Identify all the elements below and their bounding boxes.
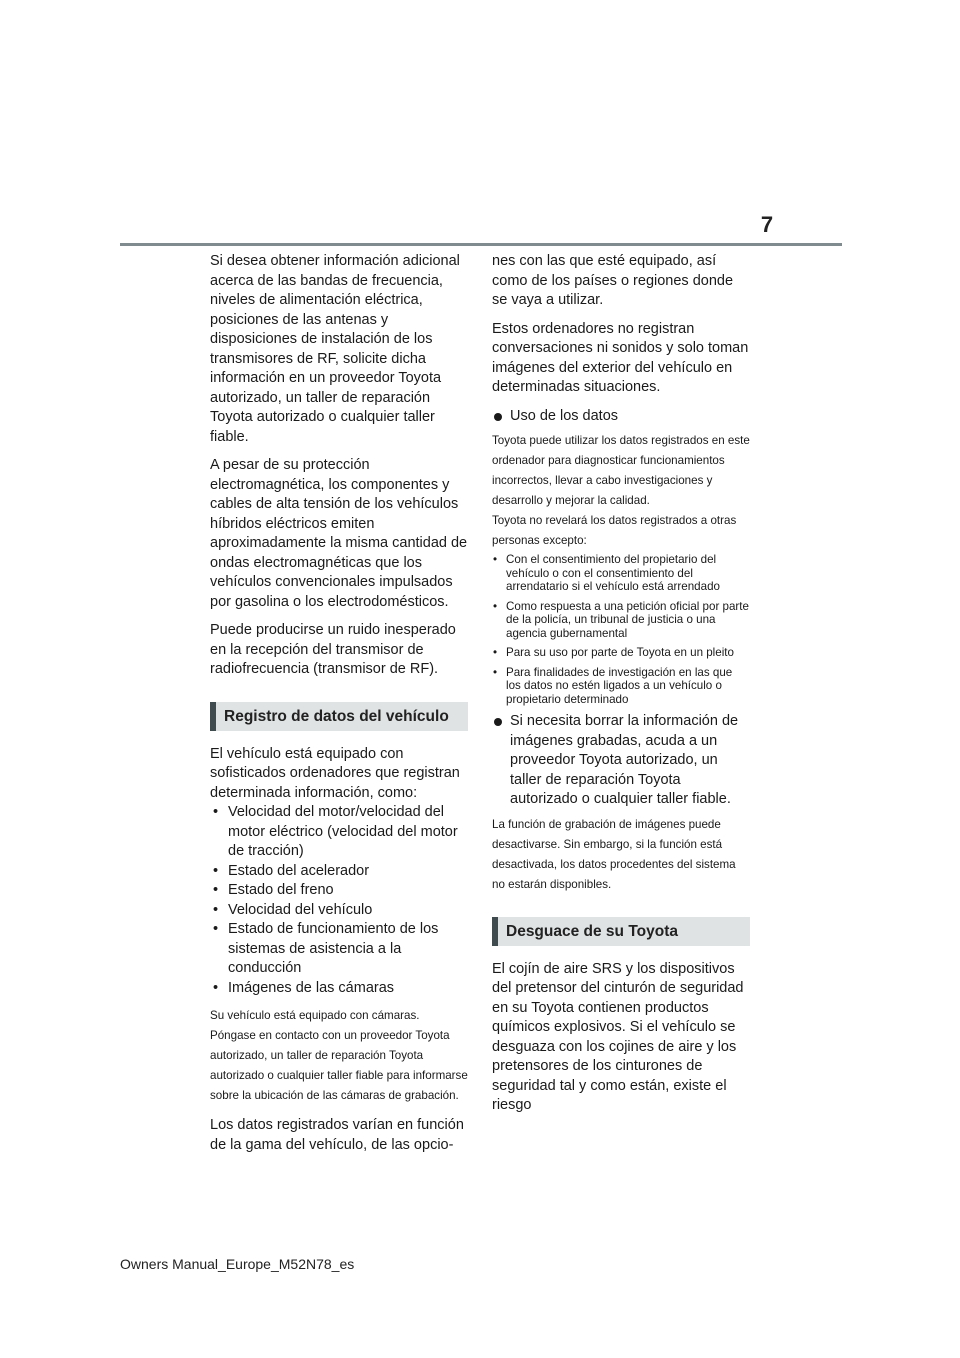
right-column — [492, 252, 750, 1125]
recorded-data-list — [210, 803, 468, 998]
left-column — [210, 252, 468, 1164]
list-item: • Para finalidades de investigación en las que los datos no estén ligados a un vehículo o propietario determinado — [492, 666, 750, 707]
header-rule — [120, 243, 842, 246]
small-paragraph: Toyota no revelará los datos registrados a otras personas excepto: — [492, 514, 737, 547]
disclosure-exceptions-list — [492, 553, 750, 706]
section-heading-vehicle-data: Registro de datos del vehículo — [210, 702, 468, 731]
small-paragraph: Toyota puede utilizar los datos registrados en este ordenador para diagnosticar funcionamientos incorrectos, llevar a cabo investigaciones y desarrollo y mejorar la calidad. — [492, 434, 750, 507]
list-item: • Velocidad del motor/velocidad del motor eléctrico (velocidad del motor de tracción) — [210, 803, 468, 862]
bullet-heading-data-use: Uso de los datos — [492, 407, 750, 427]
list-item: • Estado del acelerador — [210, 862, 468, 882]
list-item: • Estado de funcionamiento de los sistemas de asistencia a la conducción — [210, 920, 468, 979]
section-heading-scrapping: Desguace de su Toyota — [492, 917, 750, 946]
paragraph: Los datos registrados varían en función de la gama del vehículo, de las opcio- — [210, 1117, 464, 1153]
paragraph: Puede producirse un ruido inesperado en la recepción del transmisor de radiofrecuencia (transmisor de RF). — [210, 622, 456, 677]
list-item: • Velocidad del vehículo — [210, 901, 468, 921]
small-paragraph: La función de grabación de imágenes puede desactivarse. Sin embargo, si la función está desactivada, los datos procedentes del sistema no estarán disponibles. — [492, 817, 736, 891]
paragraph: Si desea obtener información adicional acerca de las bandas de frecuencia, niveles de alimentación eléctrica, posiciones de las antenas y disposiciones de instalación de los transmisores de RF, solicite dicha información en un proveedor Toyota autorizado, un taller de reparación Toyota autorizado o cualquier taller fiable. — [210, 253, 460, 445]
bullet-dot-icon — [494, 413, 502, 421]
paragraph: El vehículo está equipado con sofisticados ordenadores que registran determinada información, como: — [210, 745, 460, 801]
list-item: • Con el consentimiento del propietario del vehículo o con el consentimiento del arrendatario si el vehículo está arrendado — [492, 553, 750, 594]
paragraph: El cojín de aire SRS y los dispositivos del pretensor del cinturón de seguridad en su Toyota contienen productos químicos explosivos. Si el vehículo se desguaza con los cojines de aire y los pretensores de los cinturones de seguridad tal y como están, existe el riesgo — [492, 960, 744, 1113]
paragraph: nes con las que esté equipado, así como de los países o regiones donde se vaya a utilizar. — [492, 253, 734, 308]
bullet-dot-icon — [494, 718, 502, 726]
list-item: • Para su uso por parte de Toyota en un pleito — [492, 646, 750, 660]
list-item: • Imágenes de las cámaras — [210, 979, 468, 999]
list-item: • Como respuesta a una petición oficial por parte de la policía, un tribunal de justicia o una agencia gubernamental — [492, 600, 750, 641]
page-number: 7 — [760, 212, 774, 237]
list-item: • Estado del freno — [210, 881, 468, 901]
paragraph: Estos ordenadores no registran conversaciones ni sonidos y solo toman imágenes del exterior del vehículo en determinadas situaciones. — [492, 320, 749, 395]
paragraph: A pesar de su protección electromagnética, los componentes y cables de alta tensión de los vehículos híbridos eléctricos emiten aproximadamente la misma cantidad de ondas electromagnéticas que los vehículos convencionales impulsados por gasolina o los electrodomésticos. — [210, 457, 468, 610]
bullet-heading-erase-images: Si necesita borrar la información de imágenes grabadas, acuda a un proveedor Toyota autorizado, un taller de reparación Toyota autorizado o cualquier taller fiable. — [492, 712, 750, 810]
camera-note: Su vehículo está equipado con cámaras. Póngase en contacto con un proveedor Toyota autorizado, un taller de reparación Toyota autorizado o cualquier taller fiable para informarse sobre la ubicación de las cámaras de grabación. — [210, 1009, 468, 1102]
footer-manual-id: Owners Manual_Europe_M52N78_es — [120, 1256, 355, 1272]
